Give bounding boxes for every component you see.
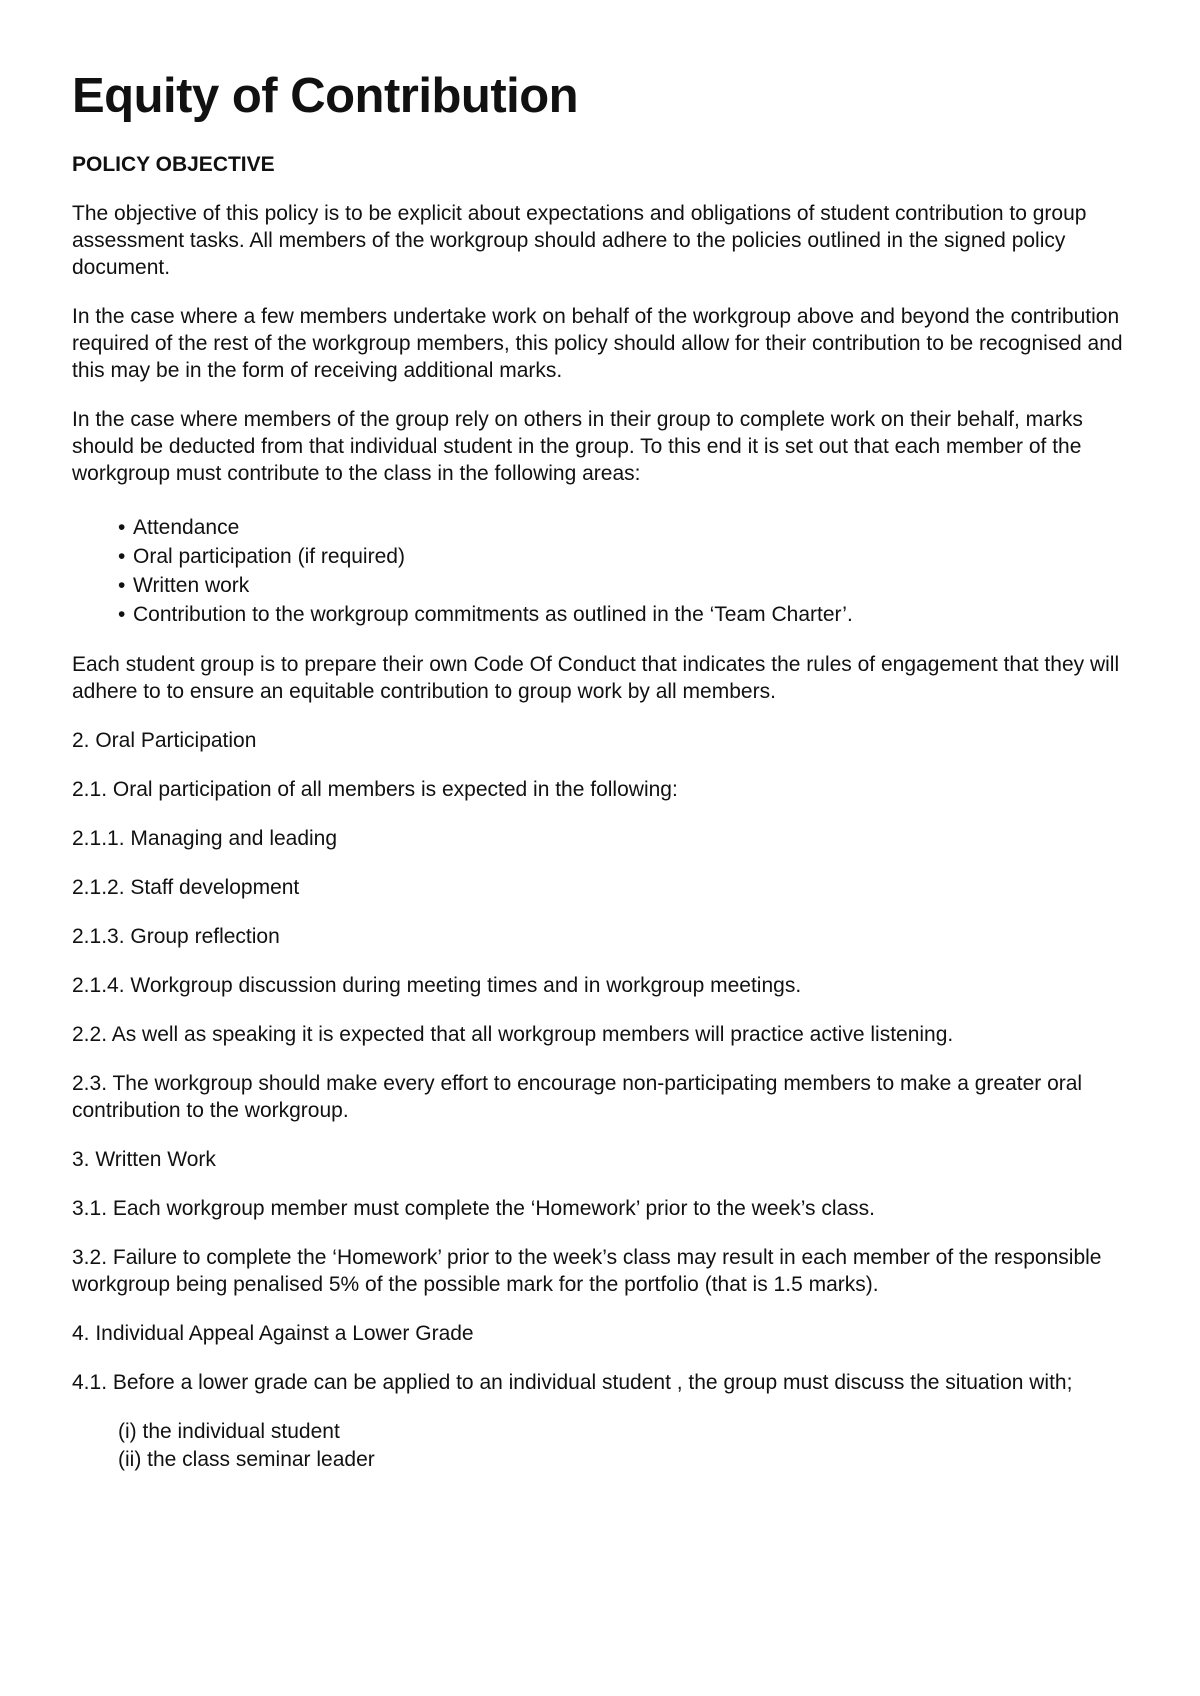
policy-objective-heading: POLICY OBJECTIVE: [72, 152, 275, 176]
list-item: (i) the individual student: [118, 1420, 340, 1444]
section-heading-individual-appeal: 4. Individual Appeal Against a Lower Grade: [72, 1322, 474, 1346]
clause-2-1-1: 2.1.1. Managing and leading: [72, 827, 338, 851]
intro-paragraph-3: In the case where members of the group rely on others in their group to complete work on their behalf, marks should be deducted from that individual student in the group. To this end it is set out that each member of the workgroup must contribute to the class in the following areas:: [72, 408, 1083, 486]
intro-paragraph-2: In the case where a few members undertake work on behalf of the workgroup above and beyond the contribution required of the rest of the workgroup members, this policy should allow for their contribution to be recognised and this may be in the form of receiving additional marks.: [72, 305, 1123, 383]
document-page: [72, 70, 1132, 1474]
list-item: • Written work: [118, 571, 1132, 600]
clause-3-1: 3.1. Each workgroup member must complete the ‘Homework’ prior to the week’s class.: [72, 1197, 875, 1221]
clause-2-1-2: 2.1.2. Staff development: [72, 876, 300, 900]
clause-2-1-4: 2.1.4. Workgroup discussion during meeting times and in workgroup meetings.: [72, 974, 802, 998]
list-item: • Attendance: [118, 513, 1132, 542]
list-item: (ii) the class seminar leader: [118, 1448, 375, 1472]
clause-2-1-3: 2.1.3. Group reflection: [72, 925, 280, 949]
clause-2-3: 2.3. The workgroup should make every effort to encourage non-participating members to make a greater oral contribution to the workgroup.: [72, 1072, 1083, 1123]
list-item: • Contribution to the workgroup commitments as outlined in the ‘Team Charter’.: [118, 600, 1132, 629]
page-title: Equity of Contribution: [72, 69, 579, 123]
list-item: • Oral participation (if required): [118, 542, 1132, 571]
discussion-parties-list: [72, 1418, 1132, 1474]
section-heading-oral-participation: 2. Oral Participation: [72, 729, 257, 753]
contribution-areas-list: [72, 513, 1132, 629]
clause-3-2: 3.2. Failure to complete the ‘Homework’ prior to the week’s class may result in each member of the responsible workgroup being penalised 5% of the possible mark for the portfolio (that is 1.5 marks).: [72, 1246, 1102, 1297]
code-of-conduct-paragraph: Each student group is to prepare their own Code Of Conduct that indicates the rules of engagement that they will adhere to to ensure an equitable contribution to group work by all members.: [72, 653, 1120, 704]
section-heading-written-work: 3. Written Work: [72, 1148, 216, 1172]
clause-2-1: 2.1. Oral participation of all members is expected in the following:: [72, 778, 678, 802]
clause-4-1: 4.1. Before a lower grade can be applied to an individual student , the group must discuss the situation with;: [72, 1371, 1073, 1395]
clause-2-2: 2.2. As well as speaking it is expected that all workgroup members will practice active listening.: [72, 1023, 954, 1047]
intro-paragraph-1: The objective of this policy is to be explicit about expectations and obligations of student contribution to group assessment tasks. All members of the workgroup should adhere to the policies outlined in the signed policy document.: [72, 202, 1087, 280]
